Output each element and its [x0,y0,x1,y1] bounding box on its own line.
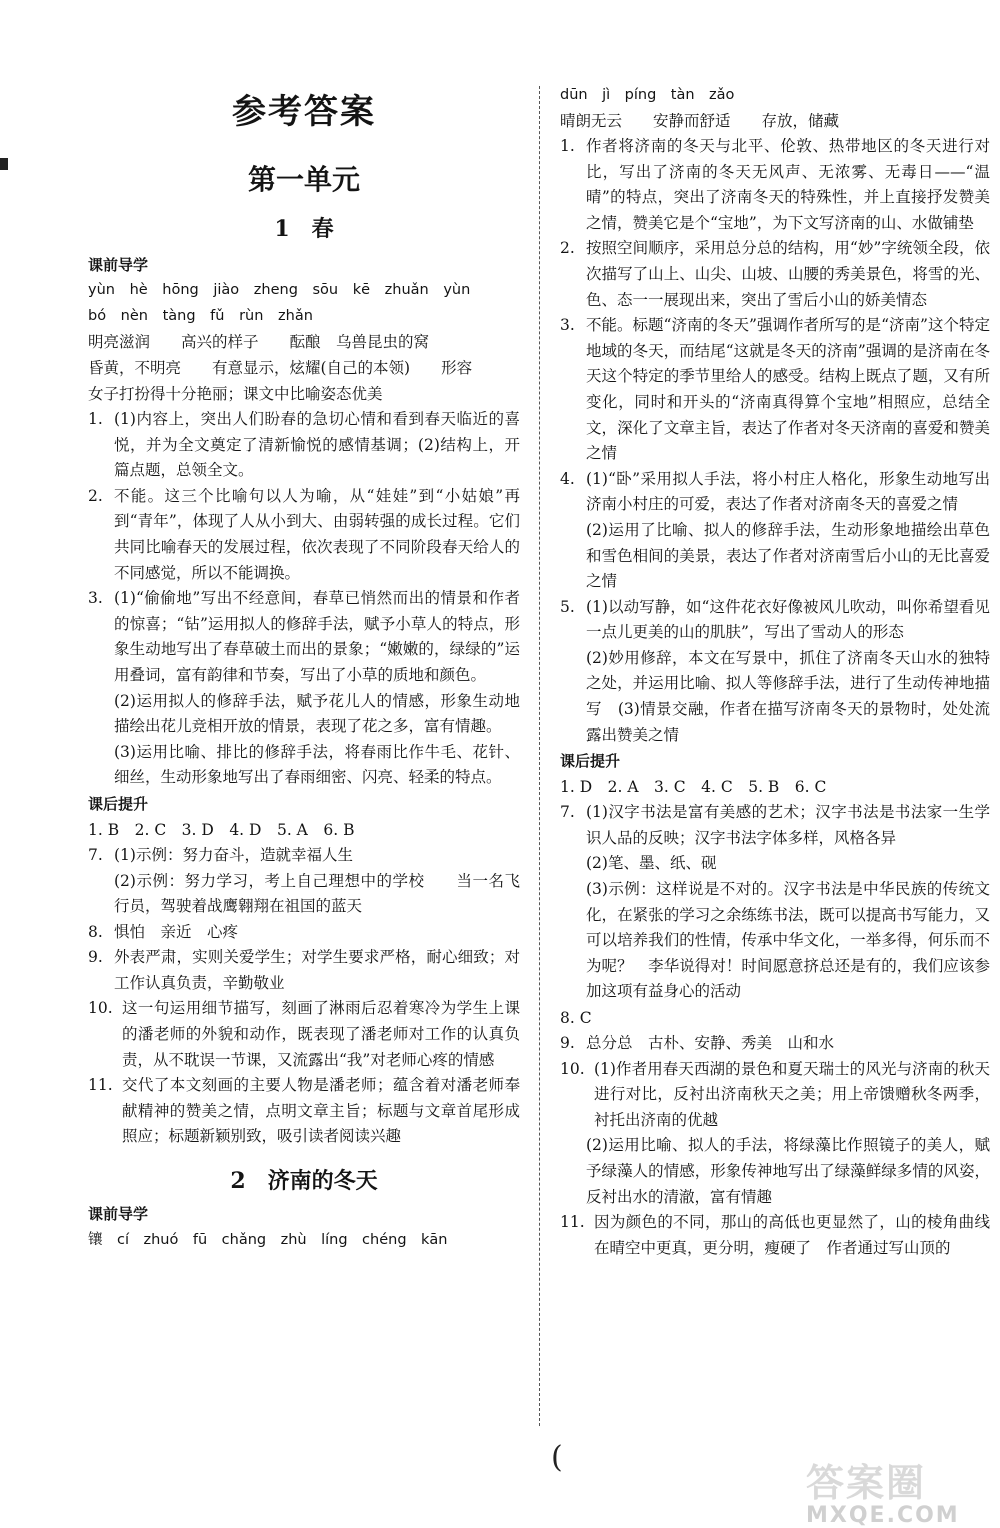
lesson-1-answer-7-part-2: (2)示例：努力学习，考上自己理想中的学校 当一名飞行员，驾驶着战鹰翱翔在祖国的蓝天 [114,871,520,916]
lesson-1-vocab-line-1: 明亮滋润 高兴的样子 酝酿 乌兽昆虫的窝 [88,333,430,351]
lesson-2-answer-4 [560,467,990,518]
lesson-1-answer-10 [88,996,520,1073]
lesson-2-answer-8: 8. C [560,1009,592,1027]
answer-number: 1. [88,410,103,428]
answer-text: (1)示例：努力奋斗，造就幸福人生 [114,845,353,864]
lesson-2-pinyin-line-1: 镶 cí zhuó fū chǎng zhù líng chéng kān [88,1232,448,1249]
lesson-1-answer-7 [88,843,520,869]
lesson-2-multiple-choice: 1. D 2. A 3. C 4. C 5. B 6. C [560,778,827,797]
lesson-1-answer-9 [88,945,520,996]
answer-text: (1)作者用春天西湖的景色和夏天瑞士的风光与济南的秋天进行对比，反衬出济南秋天之美；用上帝馈赠秋冬两季，衬托出济南的优越 [594,1059,990,1129]
answer-text: 因为颜色的不同，那山的高低也更显然了，山的棱角曲线在晴空中更真，更分明，瘦硬了 作者通过写山顶的 [594,1213,990,1257]
lesson-1-answer-3-part-2: (2)运用拟人的修辞手法，赋予花儿人的情感，形象生动地描绘出花儿竞相开放的情景，表现了花之多，富有情趣。 [114,691,520,736]
lesson-2-answer-11 [560,1210,990,1261]
answer-text: 这一句运用细节描写，刻画了淋雨后忍着寒冷为学生上课的潘老师的外貌和动作，既表现了潘老师对工作的认真负责，从不耽误一节课，又流露出“我”对老师心疼的情感 [122,999,520,1069]
answer-text: 总分总 古朴、安静、秀美 山和水 [586,1034,835,1052]
answer-text: 不能。标题“济南的冬天”强调作者所写的是“济南”这个特定地域的冬天，而结尾“这就是冬天的济南”强调的是济南在冬天这个特定的季节里给人的感受。结构上既点了题，又有所变化，同时和开头的“济南真得算个宝地”相照应，总结全文，深化了文章主旨，表达了作者对冬天济南的喜爱和赞美之情 [586,316,990,463]
lesson-1-multiple-choice: 1. B 2. C 3. D 4. D 5. A 6. B [88,820,355,839]
answer-number: 5. [560,597,575,616]
answer-number: 7. [88,845,103,864]
lesson-1-answer-8 [88,920,520,946]
lesson-1-vocab-line-3: 女子打扮得十分艳丽；课文中比喻姿态优美 [88,385,383,403]
answer-number: 3. [560,316,575,335]
lesson-2-vocab-line-1: 晴朗无云 安静而舒适 存放，储藏 [560,112,840,130]
column-divider [539,86,540,1426]
lesson-2-answer-10 [560,1057,990,1134]
lesson-2-answer-5 [560,595,990,646]
lesson-2-answer-9 [560,1031,990,1057]
answer-number: 10. [88,999,113,1018]
right-column [560,82,990,1261]
lesson-2-post-heading: 课后提升 [560,752,621,771]
lesson-1-pre-heading: 课前导学 [88,256,149,274]
answer-number: 7. [560,803,575,822]
answer-text: 惧怕 亲近 心疼 [114,922,239,941]
answer-text: (1)以动写静，如“这件花衣好像被风儿吹动，叫你希望看见一点儿更美的山的肌肤”，写出了雪动人的形态 [586,597,990,642]
lesson-1-answer-11 [88,1073,520,1150]
lesson-1-section [88,212,520,1253]
lesson-2-answer-3 [560,313,990,467]
lesson-2-answer-1 [560,134,990,236]
watermark-domain: MXQE.COM [806,1503,960,1528]
lesson-2-answer-7-part-3: (3)示例：这样说是不对的。汉字书法是中华民族的传统文化，在紧张的学习之余练练书法，既可以提高书写能力，又可以培养我们的性情，传承中华文化，一举多得，何乐而不为呢？ 李华说得对！时间愿意挤总还是有的，我们应该参加这项有益身心的活动 [586,880,990,1001]
lesson-2-answer-7 [560,800,990,851]
answer-number: 9. [88,948,103,967]
lesson-2-pinyin-line-2: dūn jì píng tàn zǎo [560,87,735,103]
answer-text: (1)内容上，突出人们盼春的急切心情和看到春天临近的喜悦，并为全文奠定了清新愉悦的感情基调；(2)结构上，开篇点题，总领全文。 [114,410,520,480]
answer-number: 10. [560,1059,585,1078]
answer-number: 3. [88,589,103,608]
answer-number: 11. [560,1213,585,1232]
answer-number: 2. [88,486,103,505]
lesson-2-answer-4-part-2: (2)运用了比喻、拟人的修辞手法，生动形象地描绘出草色和雪色相间的美景，表达了作者对济南雪后小山的无比喜爱之情 [586,520,990,591]
answer-text: 交代了本文刻画的主要人物是潘老师；蕴含着对潘老师奉献精神的赞美之情，点明文章主旨；标题与文章首尾形成照应；标题新颖别致，吸引读者阅读兴趣 [122,1076,520,1146]
answer-text: (1)“卧”采用拟人手法，将小村庄人格化，形象生动地写出济南小村庄的可爱，表达了作者对济南冬天的喜爱之情 [586,469,990,514]
answer-number: 4. [560,469,575,488]
lesson-1-answer-1 [88,407,520,484]
lesson-1-answer-3-part-3: (3)运用比喻、排比的修辞手法，将春雨比作牛毛、花针、细丝，生动形象地写出了春雨细密、闪亮、轻柔的特点。 [114,742,520,787]
answer-text: 按照空间顺序，采用总分总的结构，用“妙”字统领全段，依次描写了山上、山尖、山坡、山腰的秀美景色，将雪的光、色、态一一展现出来，突出了雪后小山的娇美情态 [586,239,990,309]
answer-text: (1)汉字书法是富有美感的艺术；汉字书法是书法家一生学识人品的反映；汉字书法字体多样，风格各异 [586,803,990,847]
answer-number: 11. [88,1076,113,1095]
lesson-2-title: 2 济南的冬天 [230,1168,378,1195]
answer-number: 1. [560,137,575,155]
answer-number: 2. [560,239,575,258]
lesson-1-title: 1 春 [274,216,334,242]
answer-number: 9. [560,1034,575,1052]
lesson-1-post-heading: 课后提升 [88,794,149,813]
answer-text: 作者将济南的冬天与北平、伦敦、热带地区的冬天进行对比，写出了济南的冬天无风声、无浓雾、无毒日——“温晴”的特点，突出了济南冬天的特殊性，并上直接抒发赞美之情，赞美它是个“宝地”，为下文写济南的山、水做铺垫 [586,137,990,232]
answer-number: 8. [88,922,103,941]
lesson-1-pinyin-line-2: bó nèn tàng fǔ rùn zhǎn [88,308,313,324]
watermark-logo-text: 答案圈 [806,1461,927,1505]
lesson-1-answer-3 [88,586,520,688]
page-title: 参考答案 [232,92,376,132]
lesson-1-vocab-line-2: 昏黄，不明亮 有意显示，炫耀(自己的本领) 形容 [88,359,473,377]
binding-mark [0,158,8,170]
bracket-mark: ( [551,1440,563,1475]
site-watermark [806,1452,996,1528]
lesson-2-answer-2 [560,236,990,313]
lesson-2-answer-5-part-2: (2)妙用修辞，本文在写景中，抓住了济南冬天山水的独特之处，并运用比喻、拟人等修辞手法，进行了生动传神地描写 (3)情景交融，作者在描写济南冬天的景物时，处处流露出赞美之情 [586,648,990,744]
answer-text: 外表严肃，实则关爱学生；对学生要求严格，耐心细致；对工作认真负责，辛勤敬业 [114,948,520,992]
lesson-2-answer-10-part-2: (2)运用比喻、拟人的手法，将绿藻比作照镜子的美人，赋予绿藻人的情感，形象传神地写出了绿藻鲜绿多情的风姿，反衬出水的清澈，富有情趣 [586,1136,990,1206]
lesson-1-pinyin-line-1: yùn hè hōng jiào zheng sōu kē zhuǎn yùn [88,282,471,298]
answer-text: (1)“偷偷地”写出不经意间，春草已悄然而出的情景和作者的惊喜；“钻”运用拟人的修辞手法，赋予小草人的特点，形象生动地写出了春草破土而出的景象；“嫩嫩的，绿绿的”运用叠词，富有韵律和节奏，写出了小草的质地和颜色。 [114,589,520,684]
lesson-2-answer-7-part-2: (2)笔、墨、纸、砚 [586,854,717,873]
lesson-2-pre-heading: 课前导学 [88,1205,149,1224]
answer-text: 不能。这三个比喻句以人为喻，从“娃娃”到“小姑娘”再到“青年”，体现了人从小到大、由弱转强的成长过程。它们共同比喻春天的发展过程，依次表现了不同阶段春天给人的不同感觉，所以不能调换。 [114,486,520,582]
lesson-1-answer-2 [88,484,520,586]
unit-title: 第一单元 [247,163,360,196]
